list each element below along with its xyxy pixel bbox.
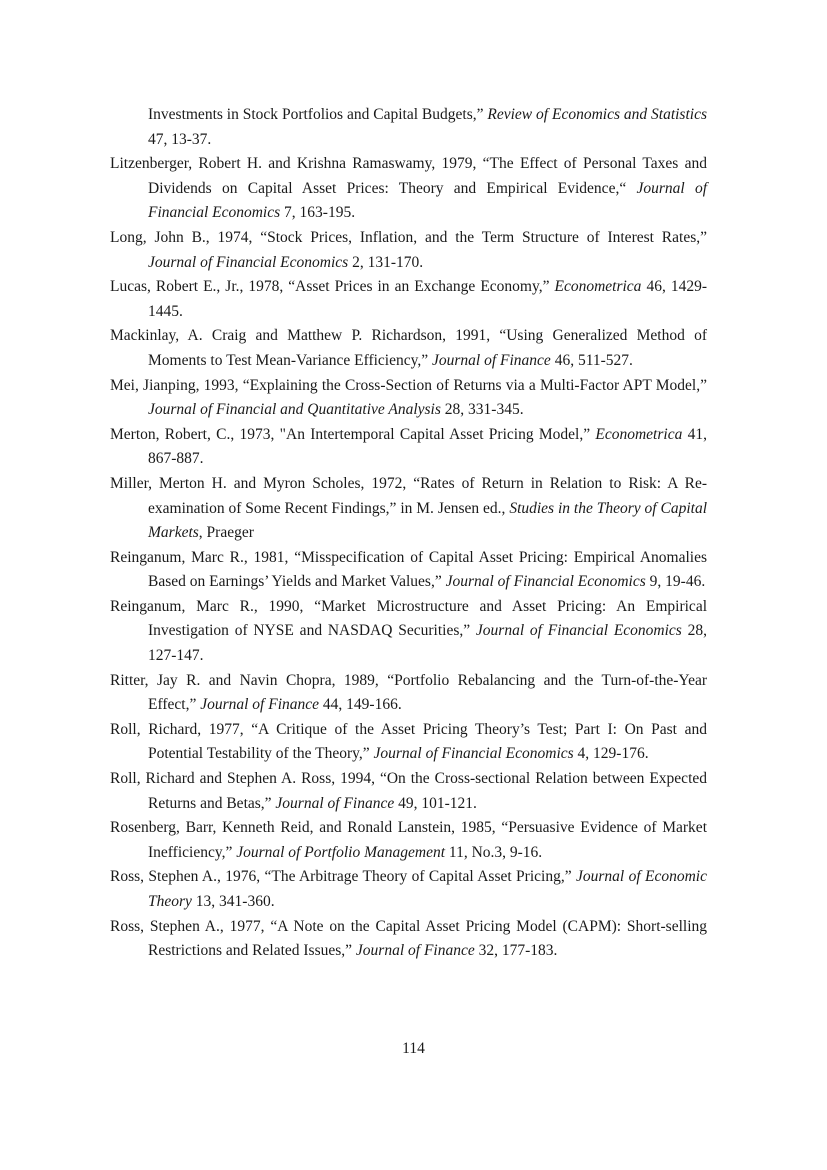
- reference-entry: [110, 472, 707, 546]
- reference-details: 4, 129-176.: [573, 745, 649, 763]
- reference-journal: Journal of Finance: [200, 696, 320, 714]
- reference-journal: Studies in the Theory of Capital Markets: [148, 499, 707, 542]
- reference-journal: Journal of Financial Economics: [445, 573, 646, 591]
- reference-details: 2, 131-170.: [348, 253, 424, 271]
- reference-entry: [110, 374, 707, 423]
- reference-entry: [110, 816, 707, 865]
- reference-text: Rosenberg, Barr, Kenneth Reid, and Ronald Lanstein, 1985, “Persuasive Evidence of Market Inefficiency,”: [110, 819, 707, 861]
- reference-journal: Econometrica: [554, 278, 642, 296]
- reference-entry: [110, 103, 707, 152]
- reference-entry: [110, 546, 707, 595]
- reference-details: 44, 149-166.: [319, 696, 402, 714]
- reference-entry: [110, 767, 707, 816]
- reference-list: [110, 103, 707, 964]
- reference-text: Ross, Stephen A., 1977, “A Note on the Capital Asset Pricing Model (CAPM): Short-selling Restrictions and Related Issues,”: [110, 917, 707, 960]
- reference-text: Litzenberger, Robert H. and Krishna Ramaswamy, 1979, “The Effect of Personal Taxes and Dividends on Capital Asset Prices: Theory and Empirical Evidence,“: [110, 155, 707, 197]
- reference-details: 46, 1429-1445.: [148, 278, 707, 320]
- reference-details: 41, 867-887.: [148, 425, 707, 468]
- reference-entry: [110, 865, 707, 914]
- reference-details: 28, 331-345.: [440, 401, 524, 419]
- reference-details: 46, 511-527.: [550, 351, 633, 369]
- reference-text: Reinganum, Marc R., 1981, “Misspecification of Capital Asset Pricing: Empirical Anomalies Based on Earnings’ Yields and Market Values,”: [110, 548, 707, 591]
- reference-details: 47, 13-37.: [148, 130, 212, 148]
- reference-text: Merton, Robert, C., 1973, "An Intertemporal Capital Asset Pricing Model,”: [110, 425, 596, 443]
- reference-text: Lucas, Robert E., Jr., 1978, “Asset Prices in an Exchange Economy,”: [110, 278, 555, 296]
- reference-text: Roll, Richard, 1977, “A Critique of the Asset Pricing Theory’s Test; Part I: On Past and Potential Testability of the Theory,”: [110, 720, 707, 763]
- reference-text: Reinganum, Marc R., 1990, “Market Microstructure and Asset Pricing: An Empirical Investigation of NYSE and NASDAQ Securities,”: [110, 597, 707, 640]
- reference-details: 9, 19-46.: [645, 573, 706, 591]
- reference-text: Ross, Stephen A., 1976, “The Arbitrage Theory of Capital Asset Pricing,”: [110, 868, 576, 886]
- reference-text: Mei, Jianping, 1993, “Explaining the Cross-Section of Returns via a Multi-Factor APT Model,”: [110, 376, 707, 394]
- page-number: 114: [402, 1040, 425, 1057]
- reference-journal: Journal of Financial Economics: [373, 745, 574, 763]
- reference-journal: Review of Economics and Statistics: [487, 106, 707, 123]
- reference-journal: Journal of Finance: [355, 942, 475, 960]
- reference-entry: [110, 152, 707, 226]
- reference-text: Long, John B., 1974, “Stock Prices, Inflation, and the Term Structure of Interest Rates,”: [110, 228, 707, 246]
- reference-journal: Journal of Financial Economics: [475, 622, 682, 640]
- reference-journal: Journal of Finance: [275, 794, 395, 812]
- reference-entry: [110, 915, 707, 964]
- reference-journal: Econometrica: [595, 425, 683, 443]
- reference-entry: [110, 718, 707, 767]
- reference-journal: Journal of Economic Theory: [148, 868, 707, 910]
- reference-journal: Journal of Portfolio Management: [236, 843, 446, 861]
- reference-journal: Journal of Finance: [432, 351, 551, 369]
- reference-journal: Journal of Financial Economics: [148, 179, 707, 222]
- reference-text: Miller, Merton H. and Myron Scholes, 1972, “Rates of Return in Relation to Risk: A Re-examination of Some Recent Findings,” in M. Jensen ed.,: [110, 474, 707, 517]
- reference-details: 49, 101-121.: [394, 794, 477, 812]
- reference-journal: Journal of Financial Economics: [148, 253, 349, 271]
- reference-text: Mackinlay, A. Craig and Matthew P. Richardson, 1991, “Using Generalized Method of Moments to Test Mean-Variance Efficiency,”: [110, 327, 707, 369]
- reference-journal: Journal of Financial and Quantitative Analysis: [148, 401, 441, 419]
- reference-entry: [110, 226, 707, 275]
- reference-details: 7, 163-195.: [280, 204, 356, 222]
- reference-entry: [110, 595, 707, 669]
- reference-entry: [110, 324, 707, 373]
- reference-text: Roll, Richard and Stephen A. Ross, 1994, “On the Cross-sectional Relation between Expected Returns and Betas,”: [110, 770, 707, 812]
- reference-details: 28, 127-147.: [148, 622, 707, 665]
- reference-entry: [110, 275, 707, 324]
- reference-details: 11, No.3, 9-16.: [445, 843, 543, 861]
- reference-entry: [110, 423, 707, 472]
- reference-text: Investments in Stock Portfolios and Capital Budgets,”: [148, 106, 488, 123]
- reference-details: 13, 341-360.: [191, 893, 275, 910]
- reference-details: 32, 177-183.: [474, 942, 558, 960]
- reference-details: , Praeger: [198, 524, 254, 542]
- reference-entry: [110, 669, 707, 718]
- reference-text: Ritter, Jay R. and Navin Chopra, 1989, “Portfolio Rebalancing and the Turn-of-the-Year Effect,”: [110, 671, 707, 714]
